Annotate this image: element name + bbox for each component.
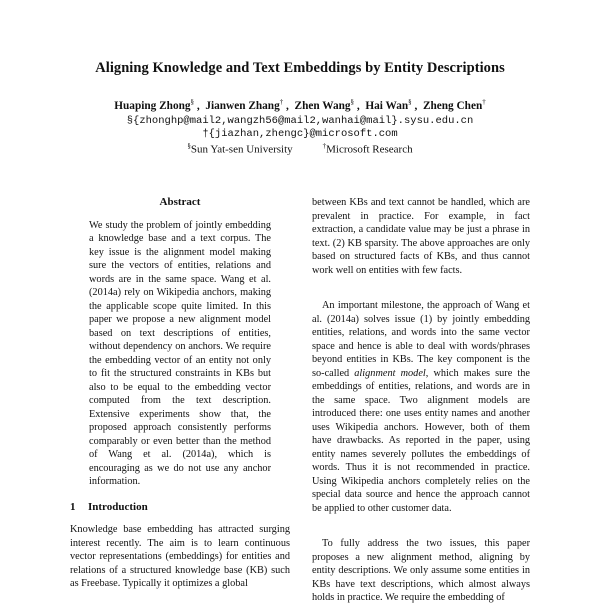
right-paragraph-1: between KBs and text cannot be handled, which are prevalent in practice. For example, in fact extraction, a candidate value may be just a phrase in text. (2) KB sparsity. The above approaches are only based on structured facts of KBs, and thus cannot work well on entities with few facts.: [312, 197, 530, 276]
author-name: Zheng Chen: [422, 99, 483, 112]
right-paragraph-2: [312, 299, 530, 515]
author-separator: ,: [194, 99, 206, 112]
right-paragraph-3: To fully address the two issues, this paper proposes a new alignment method, aligning by entity descriptions. We only assume some entities in KBs have text descriptions, which almost always holds in practice. We require the embedding of: [312, 538, 530, 603]
author-mark: †: [279, 98, 284, 106]
paragraph-text: An important milestone, the approach of Wang et al. (2014a) solves issue (1) by jointly embedding entities, relations, and words into the same vector space and hence is able to deal with words/phrases beyond entities in KBs. The key component is the so-called: [312, 300, 530, 379]
section-title: Introduction: [88, 500, 148, 513]
section-heading-introduction: [70, 501, 290, 515]
author-line: [0, 98, 600, 112]
author-mark: §: [190, 98, 195, 106]
author-mark: §: [408, 98, 412, 106]
paper-title: Aligning Knowledge and Text Embeddings by Entity Descriptions: [95, 60, 505, 76]
author-mark: †: [482, 98, 486, 106]
emphasized-term: alignment model: [354, 367, 426, 379]
author-mark: §: [350, 98, 355, 106]
affiliation-microsoft: Microsoft Research: [326, 143, 413, 156]
author-separator: ,: [283, 99, 295, 112]
author-name: Hai Wan: [365, 99, 409, 112]
email-line-sysu: §{zhonghp@mail2,wangzh56@mail2,wanhai@mail}.sysu.edu.cn: [126, 115, 474, 127]
section-number: 1: [70, 500, 76, 513]
affiliation-mark: †: [322, 142, 327, 150]
abstract-heading: Abstract: [159, 196, 201, 208]
affiliation-mark: §: [187, 142, 191, 150]
paragraph-text: , which makes sure the embeddings of entities, relations, and words are in the same space. Two alignment models are introduced there: one uses entity names and another uses Wikipedia anchors. However, both of them have drawbacks. As reported in the paper, using entity names severely pollutes the embeddings of words. Thus it is not recommended in practice. Using Wikipedia anchors completely relies on the special data source and hence the approach cannot be applied to other customer data.: [312, 367, 530, 514]
introduction-text: Knowledge base embedding has attracted surging interest recently. The aim is to learn continuous vector representations (embeddings) for entities and relations of a structured knowledge base (KB) such as Freebase. Typically it optimizes a global: [70, 524, 290, 589]
author-name: Jianwen Zhang: [205, 99, 280, 112]
right-column: [312, 196, 530, 605]
left-column: [70, 196, 290, 591]
abstract-text: We study the problem of jointly embedding a knowledge base and a text corpus. The key issue is the alignment model making sure the vectors of entities, relations and words are in the same space. Wang et al. (2014a) rely on Wikipedia anchors, making the applicable scope quite limited. In this paper we propose a new alignment model based on text descriptions of entities, without dependency on anchors. We require the embedding vector of an entity not only to fit the structured constraints in KBs but also to be equal to the embedding vector computed from the text description. Extensive experiments show that, the proposed approach consistently performs comparably or even better than the method of Wang et al. (2014a), which is encouraging as we do not use any anchor information.: [89, 219, 271, 487]
affiliation-line: [0, 142, 600, 156]
affiliation-sysu: Sun Yat-sen University: [190, 143, 293, 156]
author-name: Zhen Wang: [294, 99, 351, 112]
email-line-microsoft: †{jiazhan,zhengc}@microsoft.com: [202, 128, 398, 140]
author-separator: ,: [411, 99, 423, 112]
author-separator: ,: [354, 99, 366, 112]
author-name: Huaping Zhong: [114, 99, 191, 112]
